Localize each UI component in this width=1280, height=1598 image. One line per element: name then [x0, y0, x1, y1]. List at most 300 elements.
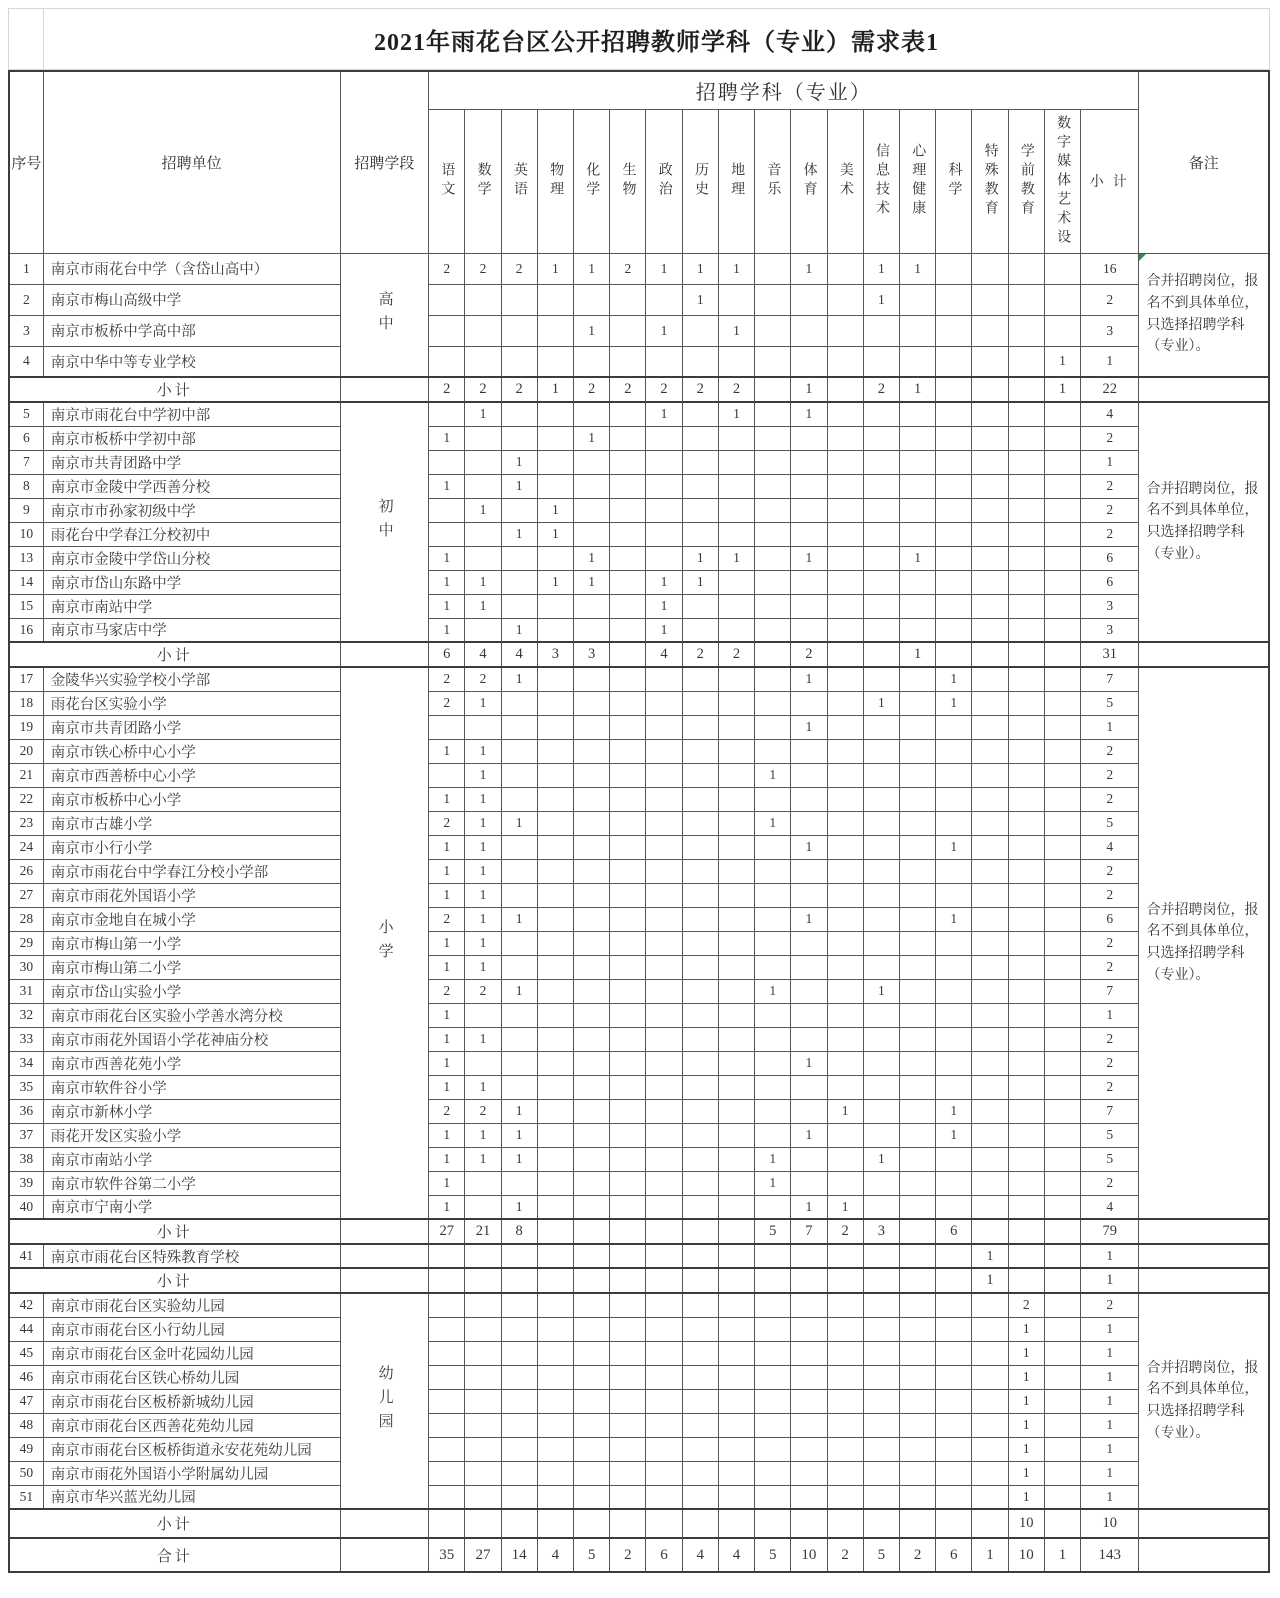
subject-value: [755, 1123, 791, 1147]
col-header-unit: 招聘单位: [43, 71, 340, 253]
row-subtotal-value: 3: [1081, 315, 1139, 346]
subject-value: [755, 618, 791, 642]
subject-value: 1: [646, 618, 682, 642]
subtotal-subject-value: 1: [1044, 377, 1080, 402]
subject-value: [429, 1413, 465, 1437]
subject-value: [827, 1437, 863, 1461]
subject-value: [610, 522, 646, 546]
subject-value: [972, 1485, 1008, 1509]
subtotal-subject-value: [1008, 642, 1044, 667]
subject-value: [682, 315, 718, 346]
subtotal-subject-value: [755, 1268, 791, 1293]
subject-value: [682, 1195, 718, 1219]
subject-value: [863, 907, 899, 931]
subject-value: [610, 1317, 646, 1341]
row-index: 27: [9, 883, 43, 907]
subject-value: [791, 1461, 827, 1485]
subject-value: [718, 570, 754, 594]
subject-value: [827, 284, 863, 315]
subject-value: 1: [936, 691, 972, 715]
col-header-subject: [1044, 109, 1080, 253]
subject-value: [610, 1027, 646, 1051]
subject-value: [465, 1244, 501, 1268]
subject-value: [501, 594, 537, 618]
subject-value: [936, 522, 972, 546]
unit-name: 南京市板桥中学高中部: [43, 315, 340, 346]
page-title: 2021年雨花台区公开招聘教师学科（专业）需求表1: [374, 29, 939, 56]
subject-value: [573, 715, 609, 739]
table-row: [9, 1341, 1269, 1365]
unit-name: 南京市宁南小学: [43, 1195, 340, 1219]
table-row: [9, 955, 1269, 979]
subject-value: 1: [465, 1147, 501, 1171]
row-subtotal-value: 1: [1081, 1485, 1139, 1509]
subject-value: [755, 1413, 791, 1437]
subject-value: 1: [429, 859, 465, 883]
subject-value: [537, 1317, 573, 1341]
subject-value: [972, 426, 1008, 450]
subject-value: [936, 1171, 972, 1195]
subject-value: [537, 474, 573, 498]
subtotal-subject-value: [718, 1268, 754, 1293]
subject-value: [610, 618, 646, 642]
subject-value: [610, 1075, 646, 1099]
row-index: 50: [9, 1461, 43, 1485]
grand-total-subject-value: 10: [1008, 1538, 1044, 1572]
subject-value: [755, 1003, 791, 1027]
subject-value: [1044, 859, 1080, 883]
row-index: 49: [9, 1437, 43, 1461]
subject-value: 1: [936, 667, 972, 691]
subject-value: [827, 1317, 863, 1341]
subject-value: 1: [465, 570, 501, 594]
subject-value: [646, 1389, 682, 1413]
unit-name: 南京市雨花台中学（含岱山高中）: [43, 253, 340, 284]
subject-value: [863, 570, 899, 594]
grand-total-subject-value: 35: [429, 1538, 465, 1572]
subject-value: [863, 1099, 899, 1123]
subject-label: 美术: [837, 162, 853, 200]
unit-name: 南京市雨花台区板桥新城幼儿园: [43, 1389, 340, 1413]
subject-value: [537, 594, 573, 618]
subject-value: [755, 474, 791, 498]
subject-value: [646, 474, 682, 498]
table-row: [9, 1147, 1269, 1171]
subject-value: 1: [791, 907, 827, 931]
subject-value: [899, 1171, 935, 1195]
subject-value: 1: [537, 253, 573, 284]
subject-value: [936, 1293, 972, 1317]
col-header-subject: [501, 109, 537, 253]
unit-name: 南京市南站小学: [43, 1147, 340, 1171]
subject-value: [1044, 284, 1080, 315]
subject-value: 1: [429, 1171, 465, 1195]
remark-text: 合并招聘岗位，报名不到具体单位，只选择招聘学科（专业）。: [1139, 667, 1269, 1219]
subject-value: [682, 691, 718, 715]
subject-value: [610, 426, 646, 450]
subject-value: [610, 787, 646, 811]
subject-value: [646, 763, 682, 787]
subject-value: [863, 739, 899, 763]
subject-value: [537, 1413, 573, 1437]
subject-value: [610, 1413, 646, 1437]
row-index: 15: [9, 594, 43, 618]
subject-value: [972, 1195, 1008, 1219]
subject-value: [501, 1437, 537, 1461]
subject-value: [1044, 1365, 1080, 1389]
table-row: [9, 835, 1269, 859]
subject-value: [899, 1147, 935, 1171]
subject-value: 2: [429, 907, 465, 931]
subject-value: 1: [573, 570, 609, 594]
subject-value: [791, 931, 827, 955]
unit-name: 南京市梅山第二小学: [43, 955, 340, 979]
subject-value: [827, 1365, 863, 1389]
subject-value: [899, 715, 935, 739]
subject-value: [501, 1051, 537, 1075]
subject-value: [791, 498, 827, 522]
row-subtotal-value: 2: [1081, 522, 1139, 546]
row-subtotal-value: 16: [1081, 253, 1139, 284]
subtotal-subject-value: 2: [646, 377, 682, 402]
subject-value: [936, 1075, 972, 1099]
subject-value: [646, 426, 682, 450]
subject-value: [936, 1365, 972, 1389]
subject-value: 1: [1044, 346, 1080, 377]
stage-text: 幼儿园: [376, 1365, 393, 1437]
remark-empty-cell: [1139, 377, 1269, 402]
subject-value: [610, 315, 646, 346]
subject-value: [972, 859, 1008, 883]
subject-value: [573, 1341, 609, 1365]
subject-value: [610, 474, 646, 498]
subject-value: [646, 546, 682, 570]
subject-value: [682, 979, 718, 1003]
subject-value: [501, 1027, 537, 1051]
subject-value: 2: [429, 253, 465, 284]
subject-value: [573, 979, 609, 1003]
subject-value: 1: [465, 907, 501, 931]
row-subtotal-value: 1: [1081, 1365, 1139, 1389]
subject-value: [610, 1365, 646, 1389]
subject-value: [755, 402, 791, 426]
subject-value: [573, 498, 609, 522]
subject-value: [610, 1195, 646, 1219]
subject-value: [827, 1075, 863, 1099]
row-subtotal-value: 2: [1081, 1075, 1139, 1099]
subject-value: [972, 955, 1008, 979]
subject-value: [972, 1051, 1008, 1075]
subject-value: [429, 402, 465, 426]
row-subtotal-value: 2: [1081, 859, 1139, 883]
col-header-subject: [646, 109, 682, 253]
subject-value: 1: [465, 955, 501, 979]
col-header-subject: [791, 109, 827, 253]
subtotal-subject-value: [791, 1268, 827, 1293]
subject-value: 1: [936, 835, 972, 859]
subject-value: [610, 667, 646, 691]
row-subtotal-value: 1: [1081, 1461, 1139, 1485]
subject-value: [682, 859, 718, 883]
subtotal-subject-value: [682, 1509, 718, 1538]
unit-name: 雨花台中学春江分校初中: [43, 522, 340, 546]
subject-value: [755, 1437, 791, 1461]
subject-value: [718, 284, 754, 315]
subject-value: [718, 522, 754, 546]
subtotal-subject-value: [1044, 1509, 1080, 1538]
col-header-subject: [1008, 109, 1044, 253]
subject-label: 学前教育: [1018, 143, 1034, 219]
subject-value: [972, 1437, 1008, 1461]
grand-total-subject-value: 4: [682, 1538, 718, 1572]
subject-value: [755, 1389, 791, 1413]
subject-value: 1: [429, 883, 465, 907]
subject-value: [936, 1317, 972, 1341]
subject-value: [718, 1244, 754, 1268]
subject-value: [610, 1051, 646, 1075]
subject-value: 1: [682, 570, 718, 594]
subject-value: [1008, 1051, 1044, 1075]
subtotal-subject-value: 10: [1008, 1509, 1044, 1538]
subject-value: [791, 1437, 827, 1461]
subject-label: 科学: [946, 162, 962, 200]
subject-value: [899, 522, 935, 546]
remark-text: 合并招聘岗位，报名不到具体单位，只选择招聘学科（专业）。: [1139, 402, 1269, 642]
subject-value: [718, 1099, 754, 1123]
unit-name: 南京市金陵中学西善分校: [43, 474, 340, 498]
subtotal-row: [9, 642, 1269, 667]
subject-value: [465, 618, 501, 642]
subject-value: [1044, 594, 1080, 618]
row-subtotal-value: 7: [1081, 667, 1139, 691]
subject-value: [610, 811, 646, 835]
subject-value: [899, 907, 935, 931]
subtotal-total-value: 1: [1081, 1268, 1139, 1293]
subtotal-label: 小计: [9, 377, 340, 402]
subtotal-subject-value: 2: [827, 1219, 863, 1244]
subject-value: 1: [465, 402, 501, 426]
subject-value: 2: [429, 691, 465, 715]
table-row: [9, 979, 1269, 1003]
subject-value: 1: [429, 546, 465, 570]
subject-value: [791, 570, 827, 594]
unit-name: 南京市雨花台中学初中部: [43, 402, 340, 426]
subject-label: 生物: [620, 162, 636, 200]
subject-value: [465, 1003, 501, 1027]
subtotal-row: [9, 1219, 1269, 1244]
table-row: [9, 667, 1269, 691]
subject-value: [429, 1389, 465, 1413]
subject-value: [610, 715, 646, 739]
subject-value: [791, 522, 827, 546]
subject-value: 1: [573, 426, 609, 450]
subject-value: [501, 931, 537, 955]
subject-value: [573, 1461, 609, 1485]
subject-value: 1: [791, 546, 827, 570]
subject-value: [863, 474, 899, 498]
subject-value: [1008, 498, 1044, 522]
subject-value: [501, 739, 537, 763]
subject-value: 1: [646, 402, 682, 426]
remark-empty-cell: [1139, 1219, 1269, 1244]
subject-value: [827, 739, 863, 763]
subject-label: 数字媒体艺术设: [1055, 114, 1071, 248]
subject-value: [718, 979, 754, 1003]
subject-value: [501, 1171, 537, 1195]
subject-value: [791, 811, 827, 835]
row-subtotal-value: 1: [1081, 1317, 1139, 1341]
subject-value: [537, 931, 573, 955]
subject-value: [573, 522, 609, 546]
subject-value: [899, 1075, 935, 1099]
subtotal-subject-value: 3: [537, 642, 573, 667]
subject-value: [537, 1099, 573, 1123]
subject-value: [755, 1293, 791, 1317]
subtotal-subject-value: [610, 1268, 646, 1293]
subject-value: 2: [429, 1099, 465, 1123]
subject-value: [1044, 474, 1080, 498]
unit-name: 南京市金陵中学岱山分校: [43, 546, 340, 570]
stage-text: 小学: [376, 919, 393, 967]
subject-value: [646, 522, 682, 546]
subject-value: [791, 787, 827, 811]
subject-value: 1: [465, 835, 501, 859]
row-index: 26: [9, 859, 43, 883]
table-row: [9, 739, 1269, 763]
col-header-subject: [863, 109, 899, 253]
unit-name: 南京市软件谷小学: [43, 1075, 340, 1099]
subject-value: [755, 1195, 791, 1219]
subject-value: 1: [1008, 1437, 1044, 1461]
row-index: 44: [9, 1317, 43, 1341]
subject-value: [610, 931, 646, 955]
row-index: 6: [9, 426, 43, 450]
row-subtotal-value: 1: [1081, 715, 1139, 739]
grand-total-subject-value: 1: [972, 1538, 1008, 1572]
row-index: 22: [9, 787, 43, 811]
subject-value: [972, 715, 1008, 739]
subject-value: 1: [537, 522, 573, 546]
subject-value: [972, 979, 1008, 1003]
row-index: 10: [9, 522, 43, 546]
subject-value: [827, 1485, 863, 1509]
row-subtotal-value: 1: [1081, 346, 1139, 377]
subject-value: 1: [429, 1003, 465, 1027]
subject-value: [899, 594, 935, 618]
table-row: [9, 498, 1269, 522]
subject-value: [501, 691, 537, 715]
subject-value: [646, 1244, 682, 1268]
subject-value: [972, 883, 1008, 907]
subject-value: [1044, 1195, 1080, 1219]
subject-value: [610, 1099, 646, 1123]
subject-value: [718, 1003, 754, 1027]
subject-value: [972, 346, 1008, 377]
subject-value: [899, 426, 935, 450]
subject-value: [646, 835, 682, 859]
col-header-index: 序号: [9, 71, 43, 253]
row-index: 48: [9, 1413, 43, 1437]
subject-value: [1044, 931, 1080, 955]
subject-value: [429, 315, 465, 346]
subject-value: [899, 835, 935, 859]
subject-value: [1044, 835, 1080, 859]
subject-value: 1: [899, 546, 935, 570]
subject-value: [682, 1244, 718, 1268]
table-row: [9, 931, 1269, 955]
stage-label: [340, 253, 429, 377]
subject-value: 1: [791, 715, 827, 739]
subject-value: [501, 1461, 537, 1485]
subject-value: [791, 315, 827, 346]
subject-value: [429, 1365, 465, 1389]
subject-value: [501, 787, 537, 811]
subtotal-subject-value: [429, 1268, 465, 1293]
unit-name: 南京市雨花台中学春江分校小学部: [43, 859, 340, 883]
subject-value: [718, 715, 754, 739]
subject-value: [791, 979, 827, 1003]
subject-value: [899, 1123, 935, 1147]
subtotal-subject-value: [573, 1268, 609, 1293]
subject-value: [1008, 618, 1044, 642]
subject-value: [755, 570, 791, 594]
subtotal-subject-value: 4: [646, 642, 682, 667]
subtotal-subject-value: 2: [573, 377, 609, 402]
subject-value: [827, 715, 863, 739]
subject-value: [863, 315, 899, 346]
subject-value: [537, 667, 573, 691]
subject-value: [863, 715, 899, 739]
table-row: [9, 1485, 1269, 1509]
subject-value: 2: [501, 253, 537, 284]
subtotal-row: [9, 1509, 1269, 1538]
subject-value: [899, 1051, 935, 1075]
grand-total-subject-value: 27: [465, 1538, 501, 1572]
col-header-subject: [972, 109, 1008, 253]
row-subtotal-value: 1: [1081, 1244, 1139, 1268]
unit-name: 南京市板桥中学初中部: [43, 426, 340, 450]
subject-value: 1: [465, 811, 501, 835]
subject-value: [718, 1341, 754, 1365]
subtotal-subject-value: [899, 1219, 935, 1244]
subject-value: [899, 1461, 935, 1485]
row-subtotal-value: 2: [1081, 955, 1139, 979]
subject-value: [863, 346, 899, 377]
subject-value: [1008, 1075, 1044, 1099]
subtotal-label: 小计: [9, 1268, 340, 1293]
subtotal-subject-value: [755, 1509, 791, 1538]
subtotal-total-value: 10: [1081, 1509, 1139, 1538]
subject-value: [610, 763, 646, 787]
subject-value: 1: [501, 979, 537, 1003]
unit-name: 南京市雨花外国语小学花神庙分校: [43, 1027, 340, 1051]
grand-total-subject-value: 10: [791, 1538, 827, 1572]
subject-value: [827, 426, 863, 450]
subject-value: [646, 931, 682, 955]
subject-value: [936, 1195, 972, 1219]
subject-value: [1008, 1244, 1044, 1268]
subject-value: [429, 498, 465, 522]
subject-value: [1044, 618, 1080, 642]
subject-value: [429, 1293, 465, 1317]
subject-value: [1044, 979, 1080, 1003]
subject-value: [863, 618, 899, 642]
subtotal-subject-value: 2: [682, 642, 718, 667]
subject-value: [573, 618, 609, 642]
subtotal-subject-value: 2: [429, 377, 465, 402]
row-subtotal-value: 3: [1081, 594, 1139, 618]
subject-value: 1: [429, 1123, 465, 1147]
